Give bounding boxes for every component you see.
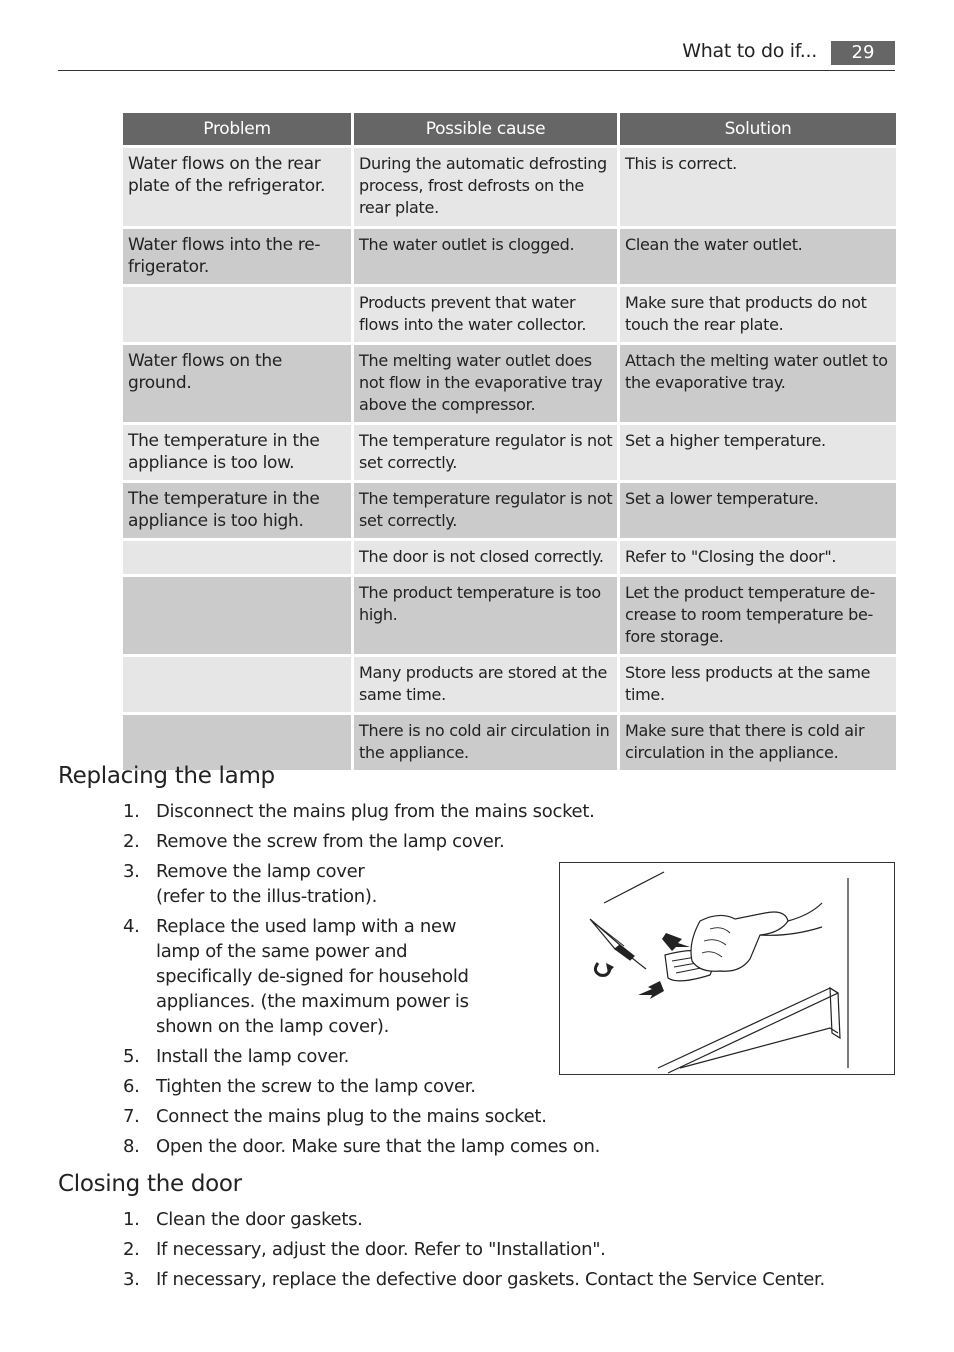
list-item — [58, 1267, 898, 1292]
direction-arrow-icon — [662, 933, 690, 951]
table-row — [123, 541, 896, 574]
closing-door-heading: Closing the door — [58, 1171, 242, 1197]
lamp-replacement-illustration — [559, 862, 895, 1075]
step-number: 2. — [123, 831, 140, 852]
step-text: Clean the door gaskets. — [156, 1209, 363, 1230]
table-row — [123, 345, 896, 422]
cause-cell: The water outlet is clogged. — [354, 229, 617, 284]
table-row — [123, 483, 896, 538]
cause-cell: Many products are stored at the same time. — [354, 657, 617, 712]
step-number: 5. — [123, 1046, 140, 1067]
list-item — [58, 914, 496, 1039]
problem-cell — [123, 541, 351, 574]
step-number: 6. — [123, 1076, 140, 1097]
closing-door-steps — [58, 1207, 898, 1297]
table-row — [123, 577, 896, 654]
cause-cell: The temperature regulator is not set correctly. — [354, 425, 617, 480]
step-number: 3. — [123, 861, 140, 882]
step-number: 8. — [123, 1136, 140, 1157]
header-section-title: What to do if... — [682, 40, 817, 62]
cause-cell: The product temperature is too high. — [354, 577, 617, 654]
problem-cell: Water flows on the rear plate of the refrigerator. — [123, 148, 351, 226]
list-item — [58, 1074, 898, 1099]
header-rule — [58, 70, 895, 71]
table-row — [123, 425, 896, 480]
step-text: Open the door. Make sure that the lamp comes on. — [156, 1136, 601, 1157]
step-text: If necessary, adjust the door. Refer to "Installation". — [156, 1239, 606, 1260]
step-text: Install the lamp cover. — [156, 1046, 350, 1067]
table-row — [123, 229, 896, 284]
list-item — [58, 1104, 898, 1129]
step-text: If necessary, replace the defective door gaskets. Contact the Service Center. — [156, 1269, 825, 1290]
step-number: 1. — [123, 1209, 140, 1230]
solution-cell: Refer to "Closing the door". — [620, 541, 896, 574]
cause-cell: Products prevent that water flows into the water collector. — [354, 287, 617, 342]
problem-cell: Water flows on the ground. — [123, 345, 351, 422]
page-number: 29 — [831, 41, 895, 65]
step-number: 3. — [123, 1269, 140, 1290]
list-item — [58, 799, 898, 824]
step-number: 2. — [123, 1239, 140, 1260]
troubleshooting-table — [120, 110, 899, 773]
step-text: Remove the screw from the lamp cover. — [156, 831, 505, 852]
direction-arrow-icon — [638, 981, 664, 999]
table-row — [123, 148, 896, 226]
list-item — [58, 859, 416, 909]
solution-cell: Attach the melting water outlet to the evaporative tray. — [620, 345, 896, 422]
cause-cell: The temperature regulator is not set correctly. — [354, 483, 617, 538]
table-row — [123, 287, 896, 342]
solution-cell: This is correct. — [620, 148, 896, 226]
step-text: Connect the mains plug to the mains socket. — [156, 1106, 547, 1127]
cause-cell: There is no cold air circulation in the appliance. — [354, 715, 617, 770]
step-text: Disconnect the mains plug from the mains socket. — [156, 801, 595, 822]
step-number: 4. — [123, 916, 140, 937]
solution-cell: Set a higher temperature. — [620, 425, 896, 480]
solution-cell: Set a lower temperature. — [620, 483, 896, 538]
list-item — [58, 829, 898, 854]
problem-cell — [123, 715, 351, 770]
solution-cell: Clean the water outlet. — [620, 229, 896, 284]
problem-cell — [123, 657, 351, 712]
solution-cell: Store less products at the same time. — [620, 657, 896, 712]
problem-cell — [123, 287, 351, 342]
solution-cell: Make sure that there is cold air circulation in the appliance. — [620, 715, 896, 770]
cause-cell: The door is not closed correctly. — [354, 541, 617, 574]
problem-cell: The temperature in the appliance is too high. — [123, 483, 351, 538]
step-text: Replace the used lamp with a new lamp of the same power and specifically de-signed for household appliances. (the maximum power is shown on the lamp cover). — [156, 916, 469, 1037]
step-number: 7. — [123, 1106, 140, 1127]
solution-cell: Make sure that products do not touch the rear plate. — [620, 287, 896, 342]
solution-cell: Let the product temperature de-crease to room temperature be-fore storage. — [620, 577, 896, 654]
lamp-illustration-drawing — [560, 863, 894, 1074]
list-item — [58, 1207, 898, 1232]
problem-cell: The temperature in the appliance is too low. — [123, 425, 351, 480]
table-row — [123, 657, 896, 712]
column-header-solution: Solution — [620, 113, 896, 145]
column-header-cause: Possible cause — [354, 113, 617, 145]
cause-cell: During the automatic defrosting process, frost defrosts on the rear plate. — [354, 148, 617, 226]
replacing-lamp-heading: Replacing the lamp — [58, 763, 275, 789]
list-item — [58, 1134, 898, 1159]
step-number: 1. — [123, 801, 140, 822]
list-item — [58, 1237, 898, 1262]
problem-cell — [123, 577, 351, 654]
step-text: Tighten the screw to the lamp cover. — [156, 1076, 476, 1097]
table-row — [123, 715, 896, 770]
problem-cell: Water flows into the re-frigerator. — [123, 229, 351, 284]
step-text: Remove the lamp cover (refer to the illus-tration). — [156, 861, 377, 907]
cause-cell: The melting water outlet does not flow in the evaporative tray above the compressor. — [354, 345, 617, 422]
column-header-problem: Problem — [123, 113, 351, 145]
